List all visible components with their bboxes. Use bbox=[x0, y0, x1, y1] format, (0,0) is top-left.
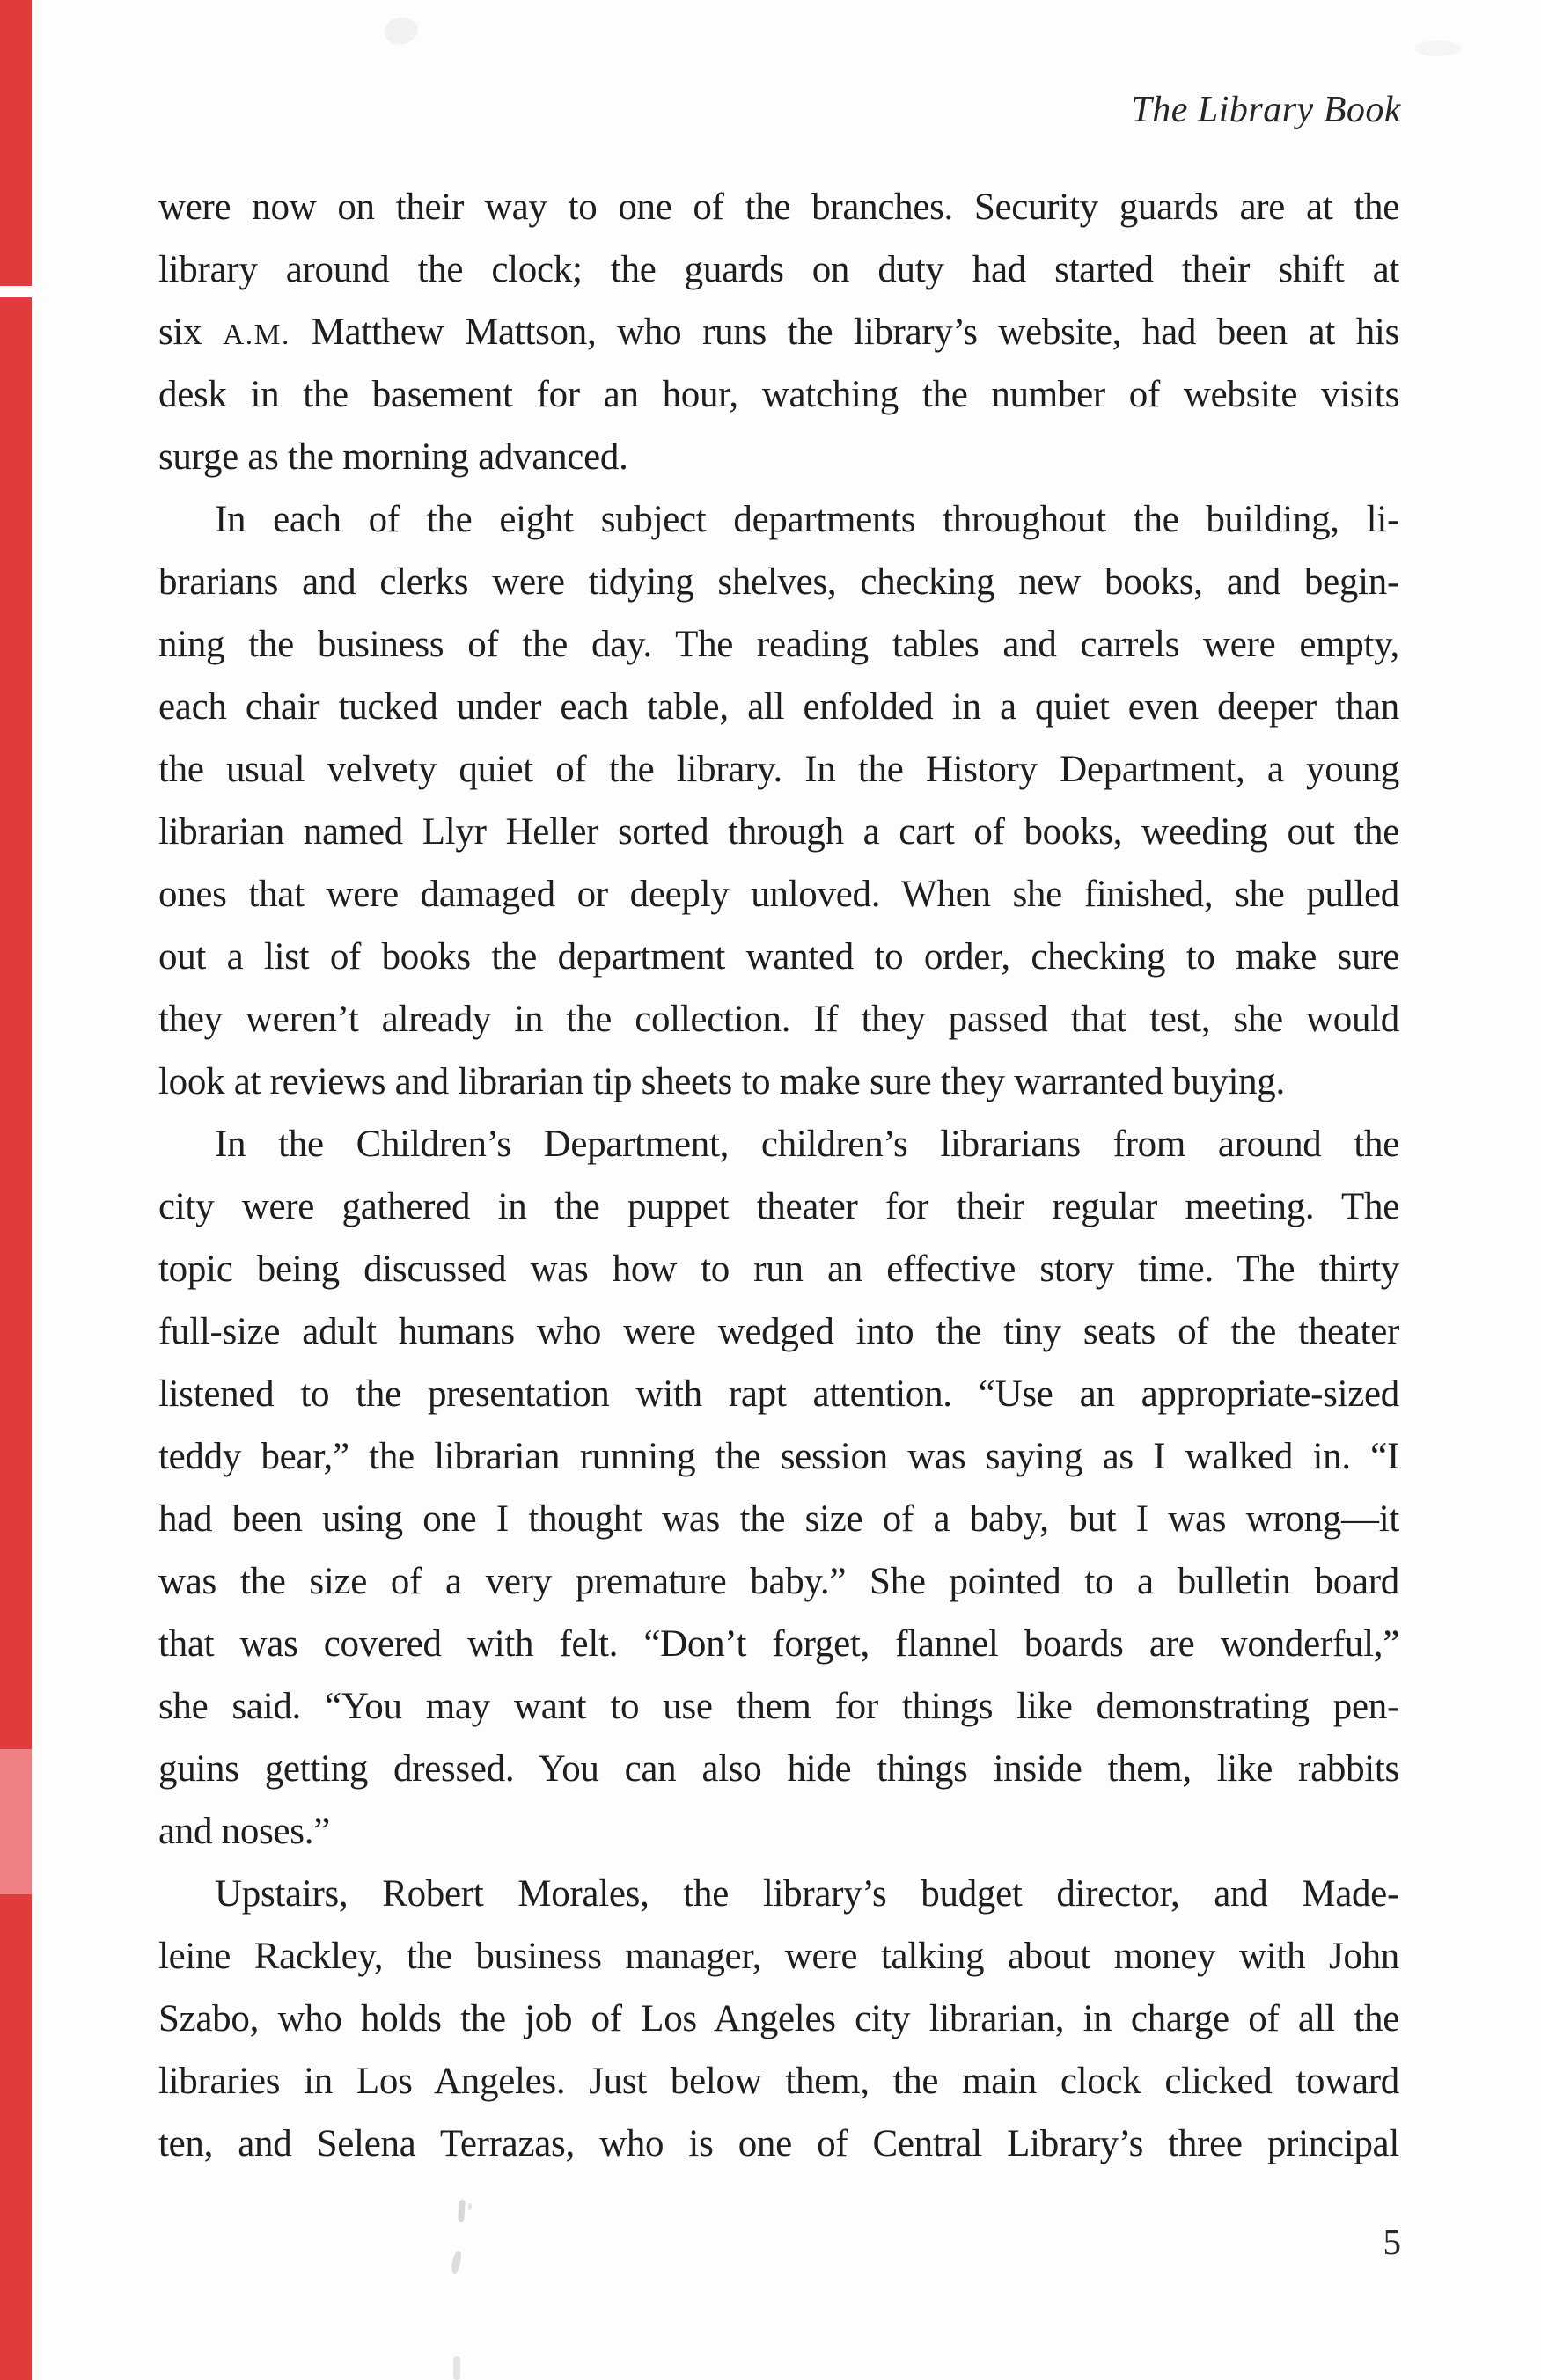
page-number: 5 bbox=[1383, 2222, 1401, 2262]
text-line: ones that were damaged or deeply unloved. When she finished, she pulled bbox=[158, 874, 1399, 915]
text-line: Upstairs, Robert Morales, the library’s budget director, and Made- bbox=[215, 1873, 1399, 1915]
text-line: library around the clock; the guards on duty had started their shift at bbox=[158, 249, 1399, 290]
text-line: had been using one I thought was the size of a baby, but I was wrong—it bbox=[158, 1498, 1399, 1540]
text-line: out a list of books the department wanted to order, checking to make sure bbox=[158, 936, 1399, 978]
text-line: and noses.” bbox=[158, 1811, 330, 1852]
text-line: six A.M. Matthew Mattson, who runs the library’s website, had been at his bbox=[158, 311, 1399, 353]
scan-artifact bbox=[382, 14, 421, 48]
text-line: teddy bear,” the librarian running the session was saying as I walked in. “I bbox=[158, 1436, 1399, 1477]
text-line: she said. “You may want to use them for things like demonstrating pen- bbox=[158, 1686, 1399, 1727]
text-line: surge as the morning advanced. bbox=[158, 436, 628, 478]
page-edge-notch bbox=[0, 286, 32, 297]
running-header: The Library Book bbox=[1131, 90, 1401, 130]
text-line: In each of the eight subject departments throughout the building, li- bbox=[215, 499, 1399, 540]
scan-artifact bbox=[453, 2356, 460, 2380]
text-line: the usual velvety quiet of the library. In the History Department, a young bbox=[158, 749, 1399, 790]
text-line: look at reviews and librarian tip sheets to make sure they warranted buying. bbox=[158, 1061, 1285, 1102]
text-line: full-size adult humans who were wedged into the tiny seats of the theater bbox=[158, 1311, 1399, 1352]
page-edge-tint bbox=[0, 0, 32, 2380]
text-line: was the size of a very premature baby.” She pointed to a bulletin board bbox=[158, 1561, 1399, 1602]
scan-artifact bbox=[468, 2203, 472, 2210]
text-line: librarian named Llyr Heller sorted through a cart of books, weeding out the bbox=[158, 811, 1399, 853]
page-edge-light-band bbox=[0, 1749, 32, 1894]
text-line: leine Rackley, the business manager, were talking about money with John bbox=[158, 1936, 1399, 1977]
body-text bbox=[158, 176, 1399, 2175]
text-line: ten, and Selena Terrazas, who is one of Central Library’s three principal bbox=[158, 2123, 1399, 2164]
text-line: that was covered with felt. “Don’t forget, flannel boards are wonderful,” bbox=[158, 1623, 1399, 1665]
scan-artifact bbox=[458, 2200, 466, 2222]
small-caps-text: A.M. bbox=[223, 319, 290, 351]
text-line: listened to the presentation with rapt attention. “Use an appropriate-sized bbox=[158, 1373, 1399, 1415]
text-line: brarians and clerks were tidying shelves, checking new books, and begin- bbox=[158, 561, 1399, 603]
text-line: Szabo, who holds the job of Los Angeles city librarian, in charge of all the bbox=[158, 1998, 1399, 2039]
text-line: were now on their way to one of the branches. Security guards are at the bbox=[158, 187, 1399, 228]
text-line: city were gathered in the puppet theater for their regular meeting. The bbox=[158, 1186, 1399, 1227]
text-line: each chair tucked under each table, all enfolded in a quiet even deeper than bbox=[158, 686, 1399, 728]
text-line: desk in the basement for an hour, watching the number of website visits bbox=[158, 374, 1399, 415]
text-line: ning the business of the day. The reading tables and carrels were empty, bbox=[158, 624, 1399, 665]
scan-artifact bbox=[1415, 40, 1461, 56]
text-line: topic being discussed was how to run an effective story time. The thirty bbox=[158, 1249, 1399, 1290]
text-line: In the Children’s Department, children’s librarians from around the bbox=[215, 1124, 1399, 1165]
text-line: libraries in Los Angeles. Just below them, the main clock clicked toward bbox=[158, 2061, 1399, 2102]
text-line: they weren’t already in the collection. If they passed that test, she would bbox=[158, 999, 1399, 1040]
text-line: guins getting dressed. You can also hide things inside them, like rabbits bbox=[158, 1748, 1399, 1790]
